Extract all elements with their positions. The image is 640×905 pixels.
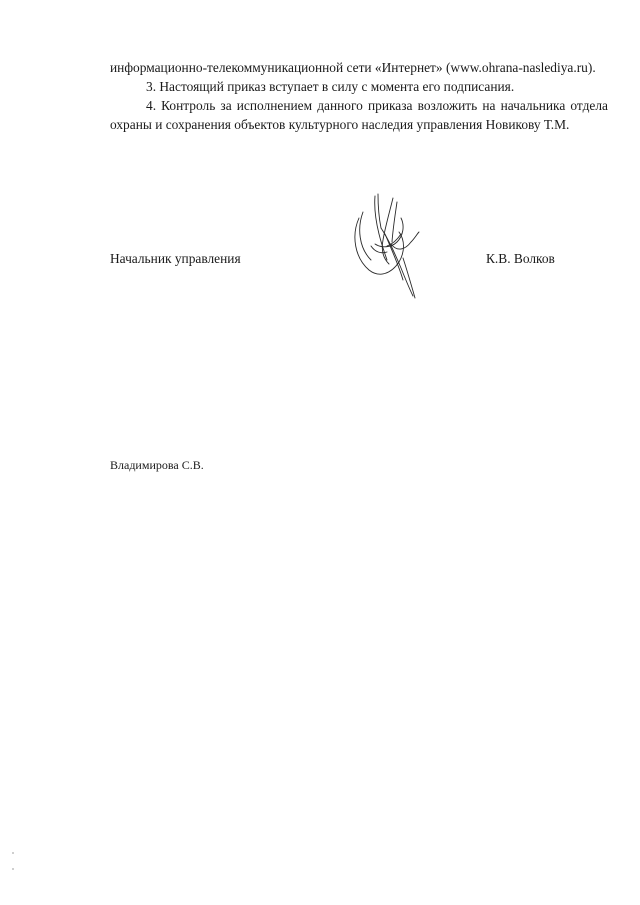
scan-speck (12, 868, 14, 870)
executor-name: Владимирова С.В. (110, 458, 204, 472)
document-body (110, 58, 608, 134)
handwritten-signature-icon (345, 188, 425, 300)
paragraph-item-4: 4. Контроль за исполнением данного приказа возложить на начальника отдела охраны и сохранения объектов культурного наследия управления Новикову Т.М. (110, 98, 608, 132)
signatory-position: Начальник управления (110, 251, 241, 266)
signatory-name: К.В. Волков (486, 251, 555, 266)
scan-speck (12, 852, 14, 854)
paragraph-continuation: информационно-телекоммуникационной сети «Интернет» (www.ohrana-naslediya.ru). (110, 60, 596, 75)
paragraph-item-3: 3. Настоящий приказ вступает в силу с момента его подписания. (146, 79, 515, 94)
